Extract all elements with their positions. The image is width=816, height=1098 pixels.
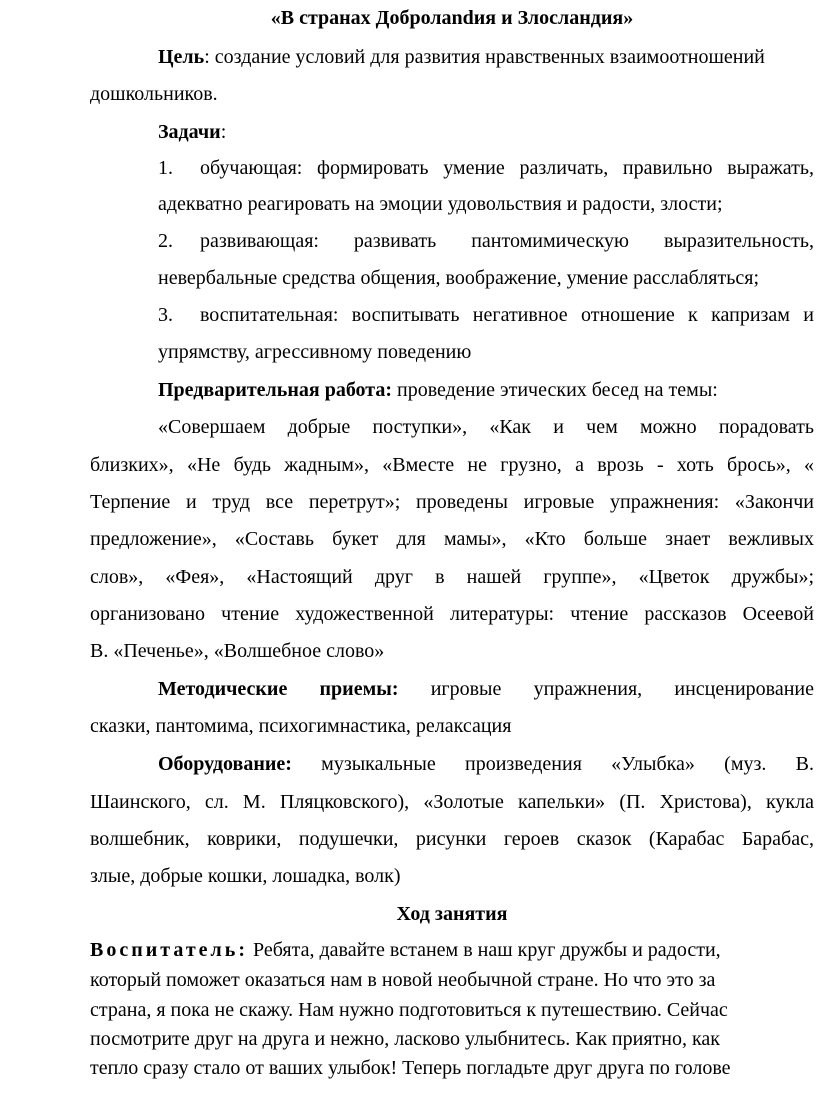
task-3-line-1: 3. воспитательная: воспитывать негативное отношение к капризам и [158,304,814,326]
equipment-line-3: волшебник, коврики, подушечки, рисунки героев сказок (Карабас Барабас, [90,828,814,850]
methods-line-2: сказки, пантомима, психогимнастика, релаксация [90,715,512,737]
preliminary-line-4: предложение», «Составь букет для мамы», «Кто больше знает вежливых [90,528,814,550]
methods-label: Методические приемы: [158,678,399,700]
methods-line-1: Методические приемы: игровые упражнения, инсценирование [158,678,814,700]
task-1-line-2: адекватно реагировать на эмоции удовольствия и радости, злости; [158,193,723,215]
goal-line-2: дошкольников. [90,83,218,105]
preliminary-line-1: «Совершаем добрые поступки», «Как и чем можно порадовать [158,416,814,438]
preliminary-line-3: Терпение и труд все перетрут»; проведены игровые упражнения: «Закончи [90,491,814,513]
task-3-number: 3. [158,304,173,326]
preliminary-line-7: В. «Печенье», «Волшебное слово» [90,640,385,662]
lesson-line-2: который поможет оказаться нам в новой необычной стране. Но что это за [90,969,716,991]
equipment-line-4: злые, добрые кошки, лошадка, волк) [90,865,401,887]
equipment-label: Оборудование: [158,753,292,775]
preliminary-heading: Предварительная работа: проведение этических бесед на темы: [158,379,718,401]
equipment-line-2: Шаинского, сл. М. Пляцковского), «Золотые капельки» (П. Христова), кукла [90,791,814,813]
lesson-heading: Ход занятия [396,903,508,925]
task-2-number: 2. [158,230,173,252]
preliminary-line-5: слов», «Фея», «Настоящий друг в нашей группе», «Цветок дружбы»; [90,566,814,588]
lesson-line-5: тепло сразу стало от ваших улыбок! Теперь погладьте друг друга по голове [90,1057,731,1079]
task-2-line-1: 2. развивающая: развивать пантомимическую выразительность, [158,230,814,252]
equipment-line-1: Оборудование: музыкальные произведения «Улыбка» (муз. В. [158,753,814,775]
task-1-line-1: 1. обучающая: формировать умение различать, правильно выражать, [158,157,814,179]
preliminary-label: Предварительная работа: [158,379,393,401]
task-3-line-2: упрямству, агрессивному поведению [158,341,472,363]
goal-label: Цель [158,46,205,68]
tasks-label: Задачи [158,121,221,143]
speaker-label: Воспитатель: [90,939,248,961]
preliminary-line-6: организовано чтение художественной литературы: чтение рассказов Осеевой [90,603,814,625]
lesson-line-1: Воспитатель: Ребята, давайте встанем в наш круг дружбы и радости, [90,939,721,961]
task-2-line-2: невербальные средства общения, воображение, умение расслабляться; [158,267,759,289]
lesson-line-4: посмотрите друг на друга и нежно, ласково улыбнитесь. Как приятно, как [90,1028,720,1050]
task-1-number: 1. [158,157,173,179]
goal-line-1: Цель: создание условий для развития нравственных взаимоотношений [158,46,765,68]
lesson-line-3: страна, я пока не скажу. Нам нужно подготовиться к путешествию. Сейчас [90,999,728,1021]
document-title: «В странах Добролandия и Злосландия» [270,7,634,29]
preliminary-line-2: близких», «Не будь жадным», «Вместе не грузно, а врозь - хоть брось», « [90,454,814,476]
tasks-heading: Задачи: [158,121,227,143]
